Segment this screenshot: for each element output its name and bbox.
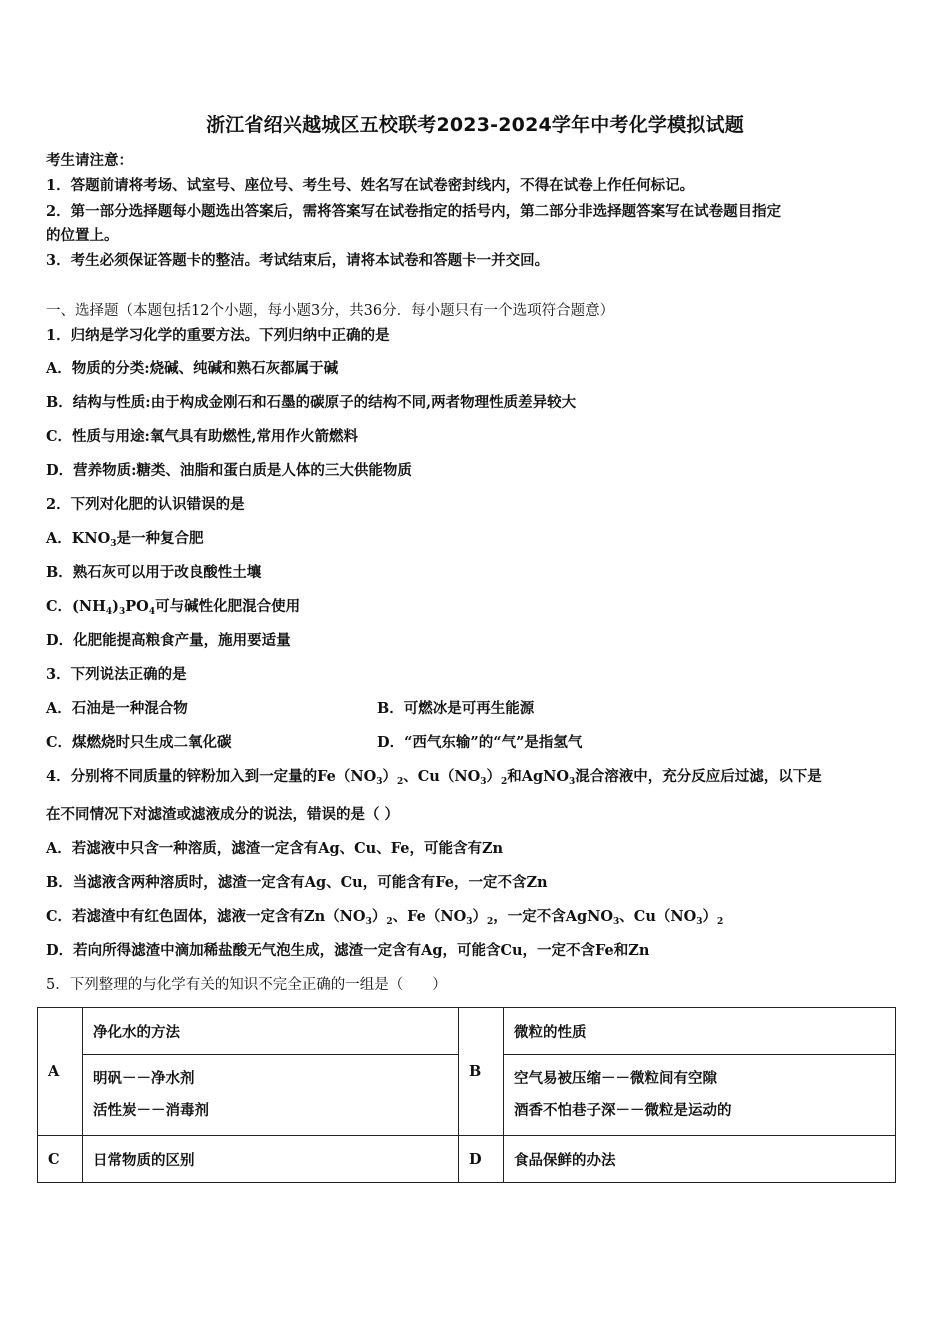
q1-option-c: C．性质与用途:氧气具有助燃性,常用作火箭燃料: [46, 428, 358, 445]
notice-item-2-cont: 的位置上。: [46, 227, 119, 244]
q4-stem-line1: 4．分别将不同质量的锌粉加入到一定量的$Fe(NO_3)_2$、$Cu(NO_3)_2$和AgNO$_3$混合溶液中，充分反应后过滤，以下是: [46, 768, 822, 787]
q1-option-b: B．结构与性质:由于构成金刚石和石墨的碳原子的结构不同,两者物理性质差异较大: [46, 394, 577, 411]
cell-b-line1: 空气易被压缩－－微粒间有空隙: [514, 1070, 717, 1087]
q1-option-d: D．营养物质:糖类、油脂和蛋白质是人体的三大供能物质: [46, 462, 412, 479]
q1-stem: 1．归纳是学习化学的重要方法。下列归纳中正确的是: [46, 327, 390, 344]
cell-a-head: 净化水的方法: [83, 1008, 459, 1055]
q3-option-b: B．可燃冰是可再生能源: [377, 700, 535, 717]
cell-a-line2: 活性炭－－消毒剂: [93, 1102, 209, 1119]
cell-a-body: [83, 1055, 459, 1136]
cell-a-line1: 明矾－－净水剂: [93, 1070, 195, 1087]
cell-b-line2: 酒香不怕巷子深－－微粒是运动的: [514, 1102, 732, 1119]
section-heading: 一、选择题（本题包括12个小题，每小题3分，共36分．每小题只有一个选项符合题意）: [46, 303, 615, 319]
cell-c-head: 日常物质的区别: [83, 1136, 459, 1183]
notice-item-2: 2．第一部分选择题每小题选出答案后，需将答案写在试卷指定的括号内，第二部分非选择题答案写在试卷题目指定: [46, 203, 782, 220]
q1-option-a: A．物质的分类:烧碱、纯碱和熟石灰都属于碱: [46, 360, 339, 377]
q3-stem: 3．下列说法正确的是: [46, 666, 187, 683]
table-row: [38, 1008, 896, 1055]
cell-b-label: B: [459, 1008, 504, 1136]
q3-option-d: D．“西气东输”的“气”是指氢气: [377, 734, 583, 751]
q4-stem-line2: 在不同情况下对滤渣或滤液成分的说法，错误的是（ ）: [46, 806, 400, 823]
cell-d-head: 食品保鲜的办法: [504, 1136, 896, 1183]
notice-item-3: 3．考生必须保证答题卡的整洁。考试结束后，请将本试卷和答题卡一并交回。: [46, 252, 550, 269]
q3-option-a: A．石油是一种混合物: [46, 700, 188, 717]
q2-stem: 2．下列对化肥的认识错误的是: [46, 496, 245, 513]
cell-c-label: C: [38, 1136, 83, 1183]
q5-stem: 5．下列整理的与化学有关的知识不完全正确的一组是（ ）: [46, 977, 447, 993]
cell-d-label: D: [459, 1136, 504, 1183]
q2-option-d: D．化肥能提高粮食产量，施用要适量: [46, 632, 291, 649]
q3-option-c: C．煤燃烧时只生成二氧化碳: [46, 734, 232, 751]
q4-option-d: D．若向所得滤渣中滴加稀盐酸无气泡生成，滤渣一定含有Ag，可能含Cu，一定不含Fe和Zn: [46, 942, 650, 959]
page-title: 浙江省绍兴越城区五校联考2023-2024学年中考化学模拟试题: [206, 114, 744, 136]
cell-b-body: [504, 1055, 896, 1136]
notice-heading: 考生请注意：: [46, 152, 133, 169]
q4-option-c: C．若滤渣中有红色固体，滤液一定含有$Zn(NO_3)_2$、$Fe(NO_3)_2$，一定不含AgNO$_3$、$Cu(NO_3)_2$: [46, 908, 724, 927]
q4-option-b: B．当滤液含两种溶质时，滤渣一定含有Ag、Cu，可能含有Fe，一定不含Zn: [46, 874, 548, 891]
cell-b-head: 微粒的性质: [504, 1008, 896, 1055]
q4-option-a: A．若滤液中只含一种溶质，滤渣一定含有Ag、Cu、Fe，可能含有Zn: [46, 840, 504, 857]
table-row: [38, 1136, 896, 1183]
q2-option-b: B．熟石灰可以用于改良酸性土壤: [46, 564, 262, 581]
q2-option-c: C．$(NH_4)_3PO_4$可与碱性化肥混合使用: [46, 598, 301, 617]
notice-item-1: 1．答题前请将考场、试室号、座位号、考生号、姓名写在试卷密封线内，不得在试卷上作任何标记。: [46, 177, 695, 194]
q5-table: [37, 1007, 896, 1183]
cell-a-label: A: [38, 1008, 83, 1136]
q2-option-a: A．$KNO_3$是一种复合肥: [46, 530, 204, 549]
